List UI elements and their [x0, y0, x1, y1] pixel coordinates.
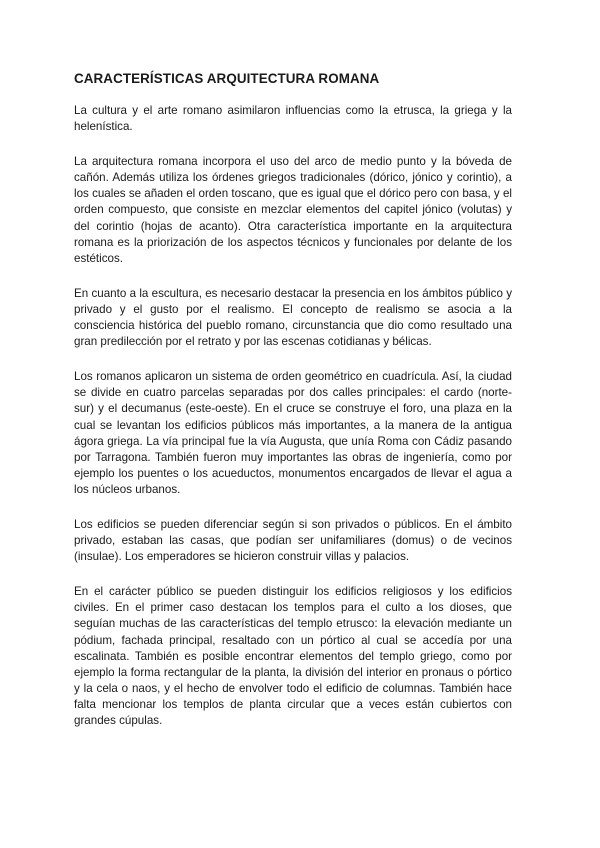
paragraph-public-buildings: En el carácter público se pueden distinguir los edificios religiosos y los edificios civiles. En el primer caso destacan los templos para el culto a los dioses, que seguían muchas de las características del templo etrusco: la elevación mediante un pódium, fachada principal, resaltado con un pórtico al cual se accedía por una escalinata. También es posible encontrar elementos del templo griego, como por ejemplo la forma rectangular de la planta, la división del interior en pronaus o pórtico y la cela o naos, y el hecho de envolver todo el edificio de columnas. También hace falta mencionar los templos de planta circular que a veces están cubiertos con grandes cúpulas.: [74, 585, 512, 727]
paragraph-urbanism: Los romanos aplicaron un sistema de orden geométrico en cuadrícula. Así, la ciudad se divide en cuatro parcelas separadas por dos calles principales: el cardo (norte-sur) y el decumanus (este-oeste). En el cruce se construye el foro, una plaza en la cual se levantan los edificios públicos más importantes, a la manera de la antigua ágora griega. La vía principal fue la vía Augusta, que unía Roma con Cádiz pasando por Tarragona. También fueron muy importantes las obras de ingeniería, como por ejemplo los puentes o los acueductos, monumentos encargados de llevar el agua a los núcleos urbanos.: [74, 370, 512, 496]
paragraph-architecture: La arquitectura romana incorpora el uso del arco de medio punto y la bóveda de cañón. Además utiliza los órdenes griegos tradicionales (dórico, jónico y corintio), a los cuales se añaden el orden toscano, que es igual que el dórico pero con basa, y el orden compuesto, que consiste en mezclar elementos del capitel jónico (volutas) y del corintio (hojas de acanto). Otra característica importante en la arquitectura romana es la priorización de los aspectos técnicos y funcionales por delante de los estéticos.: [74, 155, 512, 265]
paragraph-private-buildings: Los edificios se pueden diferenciar según si son privados o públicos. En el ámbito privado, estaban las casas, que podían ser unifamiliares (domus) o de vecinos (insulae). Los emperadores se hicieron construir villas y palacios.: [74, 517, 512, 564]
paragraph-influences: La cultura y el arte romano asimilaron influencias como la etrusca, la griega y la helenística.: [74, 104, 512, 134]
paragraph-sculpture: En cuanto a la escultura, es necesario destacar la presencia en los ámbitos público y privado y el gusto por el realismo. El concepto de realismo se asocia a la consciencia histórica del pueblo romano, circunstancia que dio como resultado una gran predilección por el retrato y por las escenas cotidianas y bélicas.: [74, 286, 512, 349]
document-title: CARACTERÍSTICAS ARQUITECTURA ROMANA: [74, 71, 380, 86]
